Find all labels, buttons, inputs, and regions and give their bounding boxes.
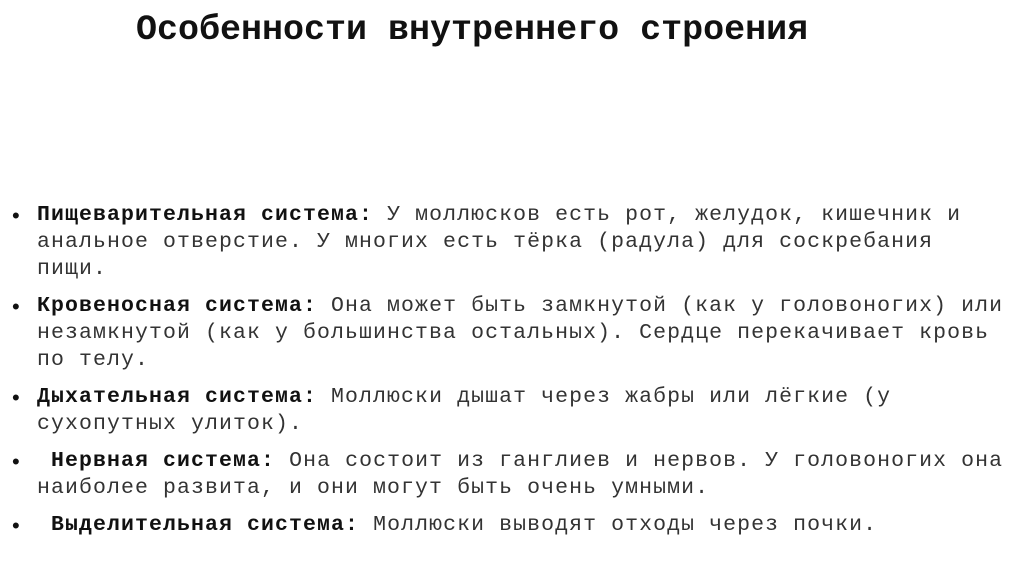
- list-item-respiratory: [0, 384, 1024, 438]
- bullet-icon: •: [12, 385, 21, 410]
- item-text: Моллюски дышат через жабры или лёгкие (у сухопутных улиток).: [37, 385, 892, 436]
- bullet-icon: •: [12, 203, 21, 228]
- slide-title: Особенности внутреннего строения: [136, 10, 809, 50]
- bullet-icon: •: [12, 294, 21, 319]
- list-item-digestive: [0, 202, 1024, 283]
- bullet-list: [0, 202, 1024, 549]
- list-item-nervous: [0, 448, 1024, 502]
- item-term: Дыхательная система:: [37, 385, 318, 409]
- item-text: Моллюски выводят отходы через почки.: [359, 513, 878, 537]
- item-text: Она состоит из ганглиев и нервов. У головоногих она наиболее развита, и они могут быть очень умными.: [37, 449, 1004, 500]
- item-term: Нервная система:: [51, 449, 276, 473]
- bullet-icon: •: [12, 449, 21, 474]
- list-item-circulatory: [0, 293, 1024, 374]
- list-item-excretory: [0, 512, 1024, 539]
- bullet-icon: •: [12, 513, 21, 538]
- item-term: Пищеварительная система:: [37, 203, 374, 227]
- item-text: Она может быть замкнутой (как у головоногих) или незамкнутой (как у большинства остальных). Сердце перекачивает кровь по телу.: [37, 294, 1004, 372]
- item-term: Выделительная система:: [51, 513, 360, 537]
- item-text: У моллюсков есть рот, желудок, кишечник и анальное отверстие. У многих есть тёрка (радула) для соскребания пищи.: [37, 203, 962, 281]
- item-term: Кровеносная система:: [37, 294, 318, 318]
